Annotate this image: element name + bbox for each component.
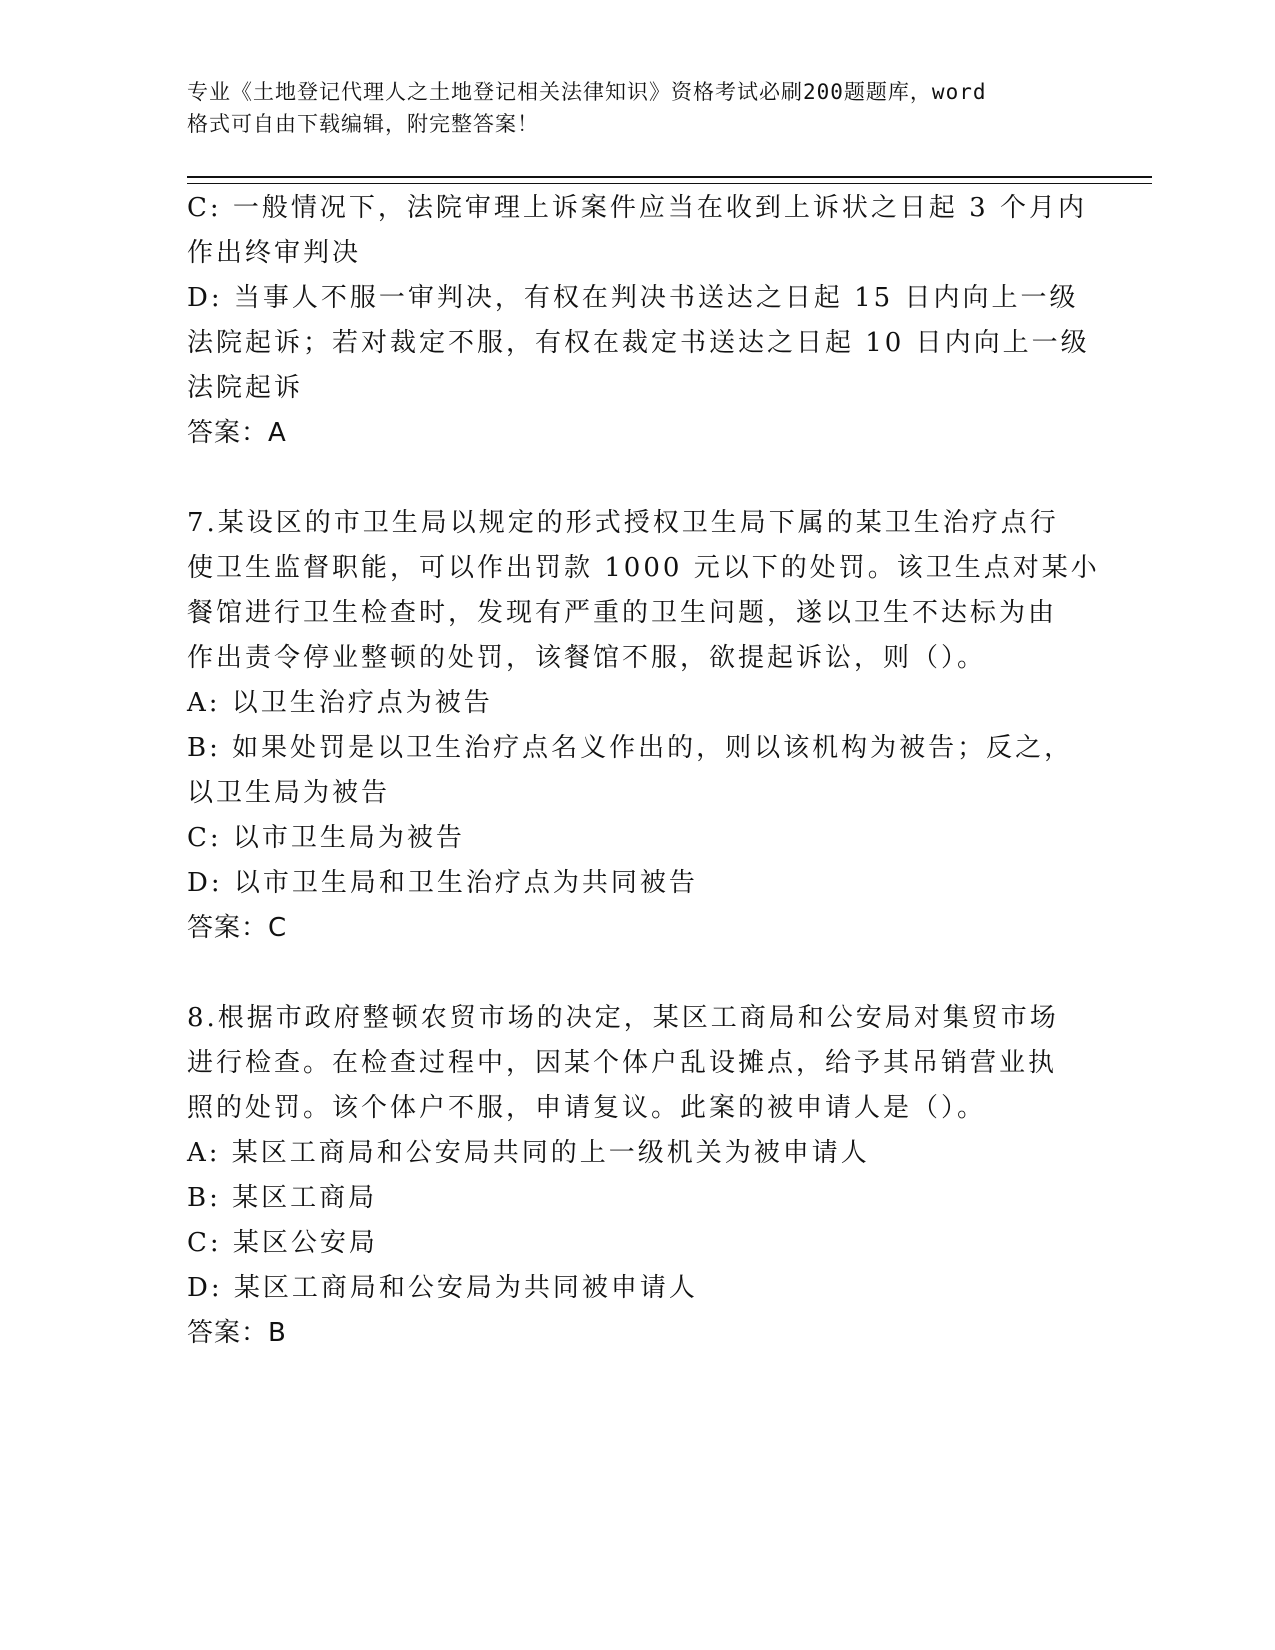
- question-7: [187, 501, 1100, 951]
- q6-option-c-line-1: C: 一般情况下，法院审理上诉案件应当在收到上诉状之日起 3 个月内: [187, 193, 1087, 223]
- question-6-tail: [187, 186, 1090, 456]
- header-divider-thin: [187, 183, 1152, 184]
- q7-stem-line-3: 餐馆进行卫生检查时，发现有严重的卫生问题，遂以卫生不达标为由: [187, 598, 1058, 628]
- header-divider-thick: [187, 176, 1152, 178]
- q6-answer: 答案：A: [187, 418, 287, 448]
- q7-stem-line-1: 7.某设区的市卫生局以规定的形式授权卫生局下属的某卫生治疗点行: [187, 508, 1059, 538]
- q7-stem-line-2: 使卫生监督职能，可以作出罚款 1000 元以下的处罚。该卫生点对某小: [187, 553, 1100, 583]
- q8-stem-line-2: 进行检查。在检查过程中，因某个体户乱设摊点，给予其吊销营业执: [187, 1048, 1058, 1078]
- q8-stem-line-3: 照的处罚。该个体户不服，申请复议。此案的被申请人是（）。: [187, 1093, 987, 1123]
- spacer: [187, 951, 1087, 996]
- q8-option-c: C: 某区公安局: [187, 1228, 378, 1258]
- q8-answer: 答案：B: [187, 1318, 287, 1348]
- q7-option-d: D: 以市卫生局和卫生治疗点为共同被告: [187, 868, 698, 898]
- q7-option-c: C: 以市卫生局为被告: [187, 823, 465, 853]
- q8-stem-line-1: 8.根据市政府整顿农贸市场的决定，某区工商局和公安局对集贸市场: [187, 1003, 1059, 1033]
- q7-option-b-line-1: B: 如果处罚是以卫生治疗点名义作出的，则以该机构为被告；反之，: [187, 733, 1074, 763]
- q6-option-d-line-2: 法院起诉；若对裁定不服，有权在裁定书送达之日起 10 日内向上一级: [187, 328, 1090, 358]
- q8-option-b: B: 某区工商局: [187, 1183, 378, 1213]
- q6-option-c-line-2: 作出终审判决: [187, 238, 362, 268]
- spacer: [187, 456, 1087, 501]
- q8-option-d: D: 某区工商局和公安局为共同被申请人: [187, 1273, 698, 1303]
- q7-option-a: A: 以卫生治疗点为被告: [187, 688, 493, 718]
- q8-option-a: A: 某区工商局和公安局共同的上一级机关为被申请人: [187, 1138, 870, 1168]
- question-8: [187, 996, 1087, 1356]
- header-title-line-2: 格式可自由下载编辑，附完整答案！: [187, 112, 539, 136]
- q7-option-b-line-2: 以卫生局为被告: [187, 778, 391, 808]
- q6-option-d-line-1: D: 当事人不服一审判决，有权在判决书送达之日起 15 日内向上一级: [187, 283, 1079, 313]
- header-title-line-1: 专业《土地登记代理人之土地登记相关法律知识》资格考试必刷200题题库，word: [187, 80, 987, 104]
- document-header: [187, 76, 1087, 140]
- q6-option-d-line-3: 法院起诉: [187, 373, 304, 403]
- question-content: [187, 186, 1100, 1356]
- q7-stem-line-4: 作出责令停业整顿的处罚，该餐馆不服，欲提起诉讼，则（）。: [187, 643, 987, 673]
- q7-answer: 答案：C: [187, 913, 288, 943]
